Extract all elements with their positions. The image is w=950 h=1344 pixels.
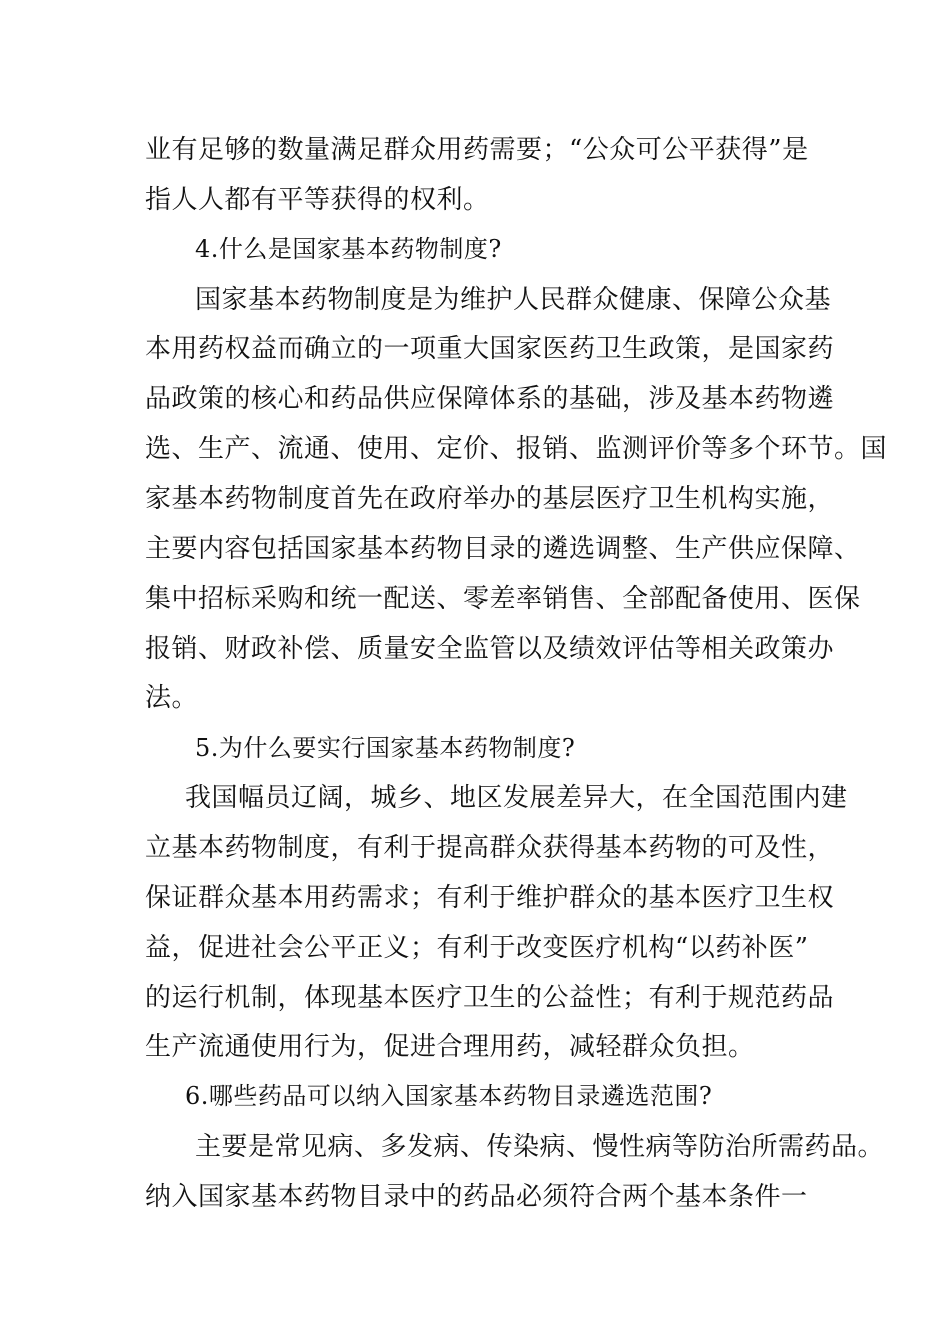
text-line: 本用药权益而确立的一项重大国家医药卫生政策，是国家药 xyxy=(145,334,835,364)
text-line: 的运行机制，体现基本医疗卫生的公益性；有利于规范药品 xyxy=(145,983,835,1013)
text-line: 报销、财政补偿、质量安全监管以及绩效评估等相关政策办 xyxy=(145,634,835,664)
text-line: 主要内容包括国家基本药物目录的遴选调整、生产供应保障、 xyxy=(145,534,861,564)
section-heading: 5.为什么要实行国家基本药物制度? xyxy=(195,734,576,762)
section-heading: 6.哪些药品可以纳入国家基本药物目录遴选范围? xyxy=(185,1082,713,1110)
text-line: 主要是常见病、多发病、传染病、慢性病等防治所需药品。 xyxy=(195,1132,885,1162)
text-line: 集中招标采购和统一配送、零差率销售、全部配备使用、医保 xyxy=(145,584,861,614)
text-line: 保证群众基本用药需求；有利于维护群众的基本医疗卫生权 xyxy=(145,883,835,913)
text-line: 生产流通使用行为，促进合理用药，减轻群众负担。 xyxy=(145,1032,755,1062)
text-line: 我国幅员辽阔，城乡、地区发展差异大，在全国范围内建 xyxy=(185,783,848,813)
text-line: 法。 xyxy=(145,683,199,713)
text-line: 指人人都有平等获得的权利。 xyxy=(145,185,490,215)
section-heading: 4.什么是国家基本药物制度? xyxy=(195,235,502,263)
text-line: 品政策的核心和药品供应保障体系的基础，涉及基本药物遴 xyxy=(145,384,835,414)
text-line: 立基本药物制度，有利于提高群众获得基本药物的可及性， xyxy=(145,833,835,863)
text-line: 业有足够的数量满足群众用药需要；“公众可公平获得”是 xyxy=(145,135,809,165)
text-line: 选、生产、流通、使用、定价、报销、监测评价等多个环节。国 xyxy=(145,434,888,464)
text-line: 国家基本药物制度是为维护人民群众健康、保障公众基 xyxy=(195,285,832,315)
text-line: 家基本药物制度首先在政府举办的基层医疗卫生机构实施， xyxy=(145,484,835,514)
text-line: 纳入国家基本药物目录中的药品必须符合两个基本条件一 xyxy=(145,1182,808,1212)
text-line: 益，促进社会公平正义；有利于改变医疗机构“以药补医” xyxy=(145,933,809,963)
